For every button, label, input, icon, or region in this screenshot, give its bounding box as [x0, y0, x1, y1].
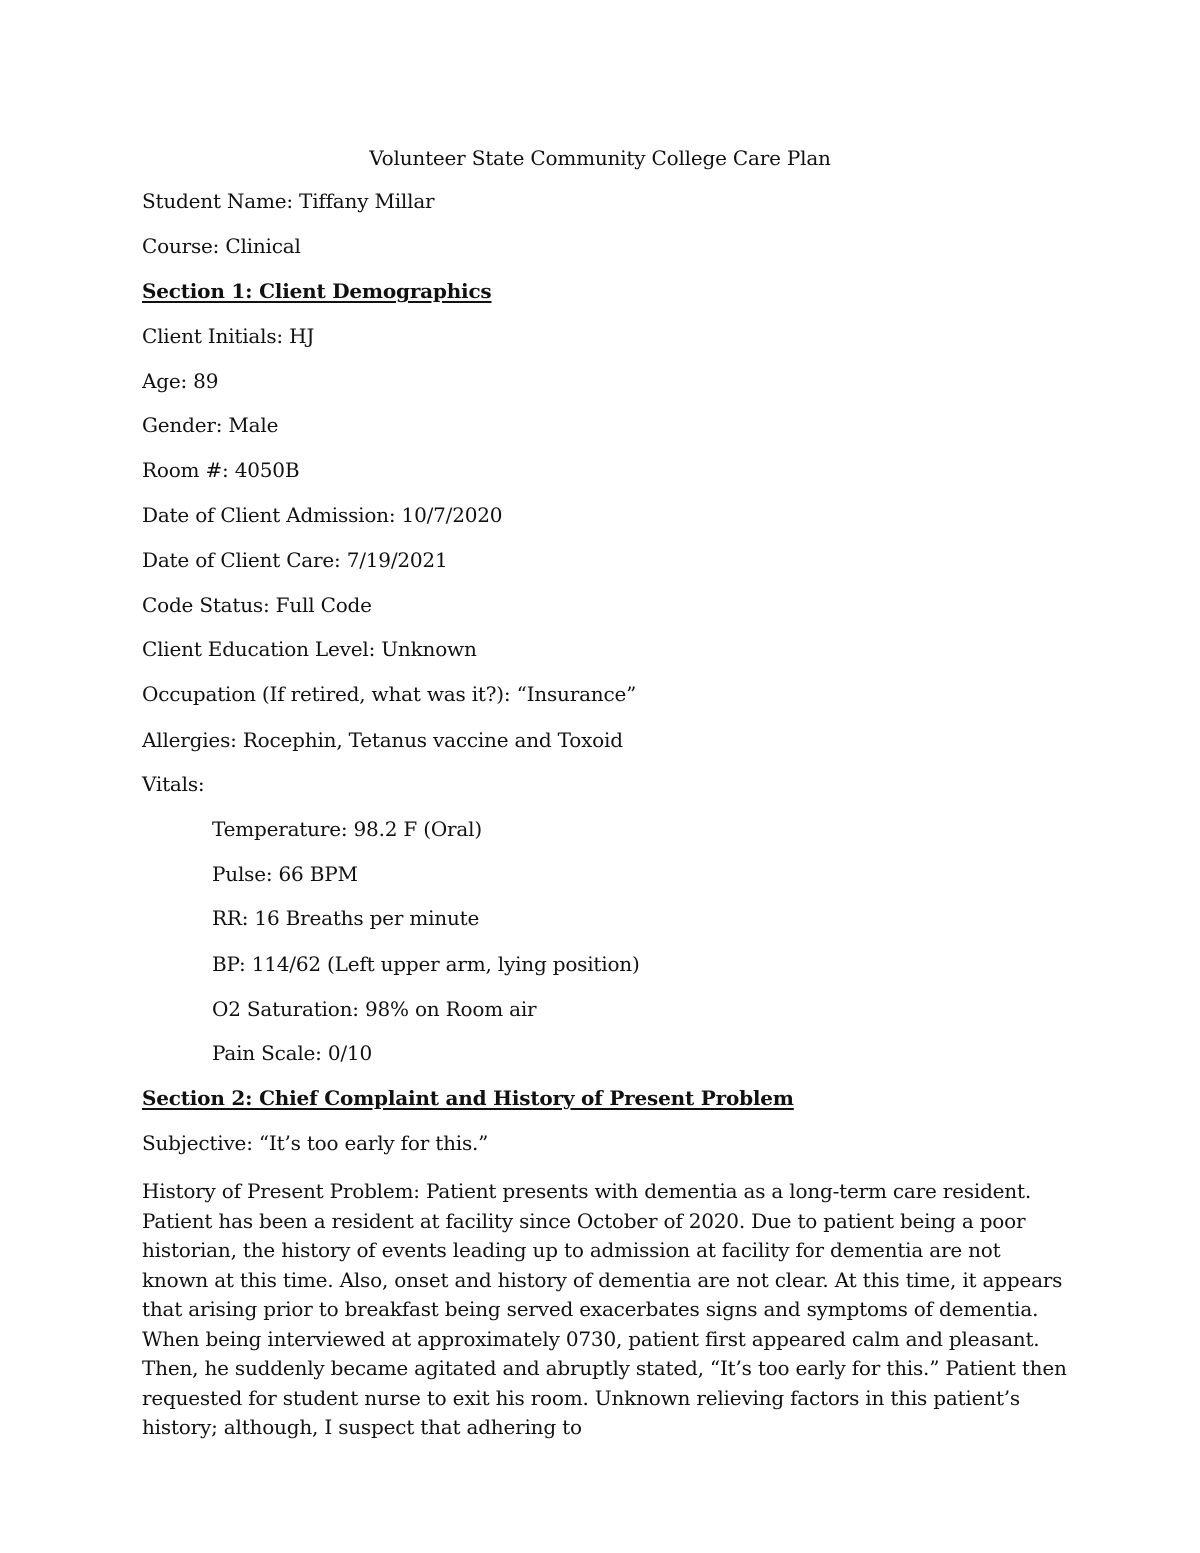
allergies: Allergies: Rocephin, Tetanus vaccine and Toxoid — [142, 728, 623, 752]
section-1-heading: Section 1: Client Demographics — [142, 279, 492, 303]
code-status: Code Status: Full Code — [142, 593, 372, 617]
education-level: Client Education Level: Unknown — [142, 637, 477, 661]
vitals-label: Vitals: — [142, 772, 205, 796]
occupation: Occupation (If retired, what was it?): “Insurance” — [142, 682, 637, 706]
course: Course: Clinical — [142, 234, 301, 258]
vital-pulse: Pulse: 66 BPM — [212, 862, 358, 886]
admission-date: Date of Client Admission: 10/7/2020 — [142, 503, 503, 527]
vital-pain: Pain Scale: 0/10 — [212, 1041, 372, 1065]
vital-o2: O2 Saturation: 98% on Room air — [212, 997, 537, 1021]
student-name: Student Name: Tiffany Millar — [142, 189, 435, 213]
vital-temperature: Temperature: 98.2 F (Oral) — [212, 817, 482, 841]
history-paragraph: History of Present Problem: Patient presents with dementia as a long-term care resident. Patient has been a resident at facility since October of 2020. Due to patient being a poor historian, the history of events leading up to admission at facility for dementia are not known at this time. Also, onset and history of dementia are not clear. At this time, it appears that arising prior to breakfast being served exacerbates signs and symptoms of dementia. When being interviewed at approximately 0730, patient first appeared calm and pleasant. Then, he suddenly became agitated and abruptly stated, “It’s too early for this.” Patient then requested for student nurse to exit his room. Unknown relieving factors in this patient’s history; although, I suspect that adhering to — [142, 1179, 1067, 1439]
section-2-heading: Section 2: Chief Complaint and History of Present Problem — [142, 1086, 794, 1110]
vital-bp: BP: 114/62 (Left upper arm, lying position) — [212, 952, 640, 976]
care-date: Date of Client Care: 7/19/2021 — [142, 548, 448, 572]
client-room: Room #: 4050B — [142, 458, 300, 482]
document-title: Volunteer State Community College Care Plan — [369, 146, 831, 170]
client-gender: Gender: Male — [142, 413, 279, 437]
client-initials: Client Initials: HJ — [142, 324, 315, 348]
client-age: Age: 89 — [142, 369, 219, 393]
subjective-statement: Subjective: “It’s too early for this.” — [142, 1131, 489, 1155]
vital-rr: RR: 16 Breaths per minute — [212, 906, 480, 930]
